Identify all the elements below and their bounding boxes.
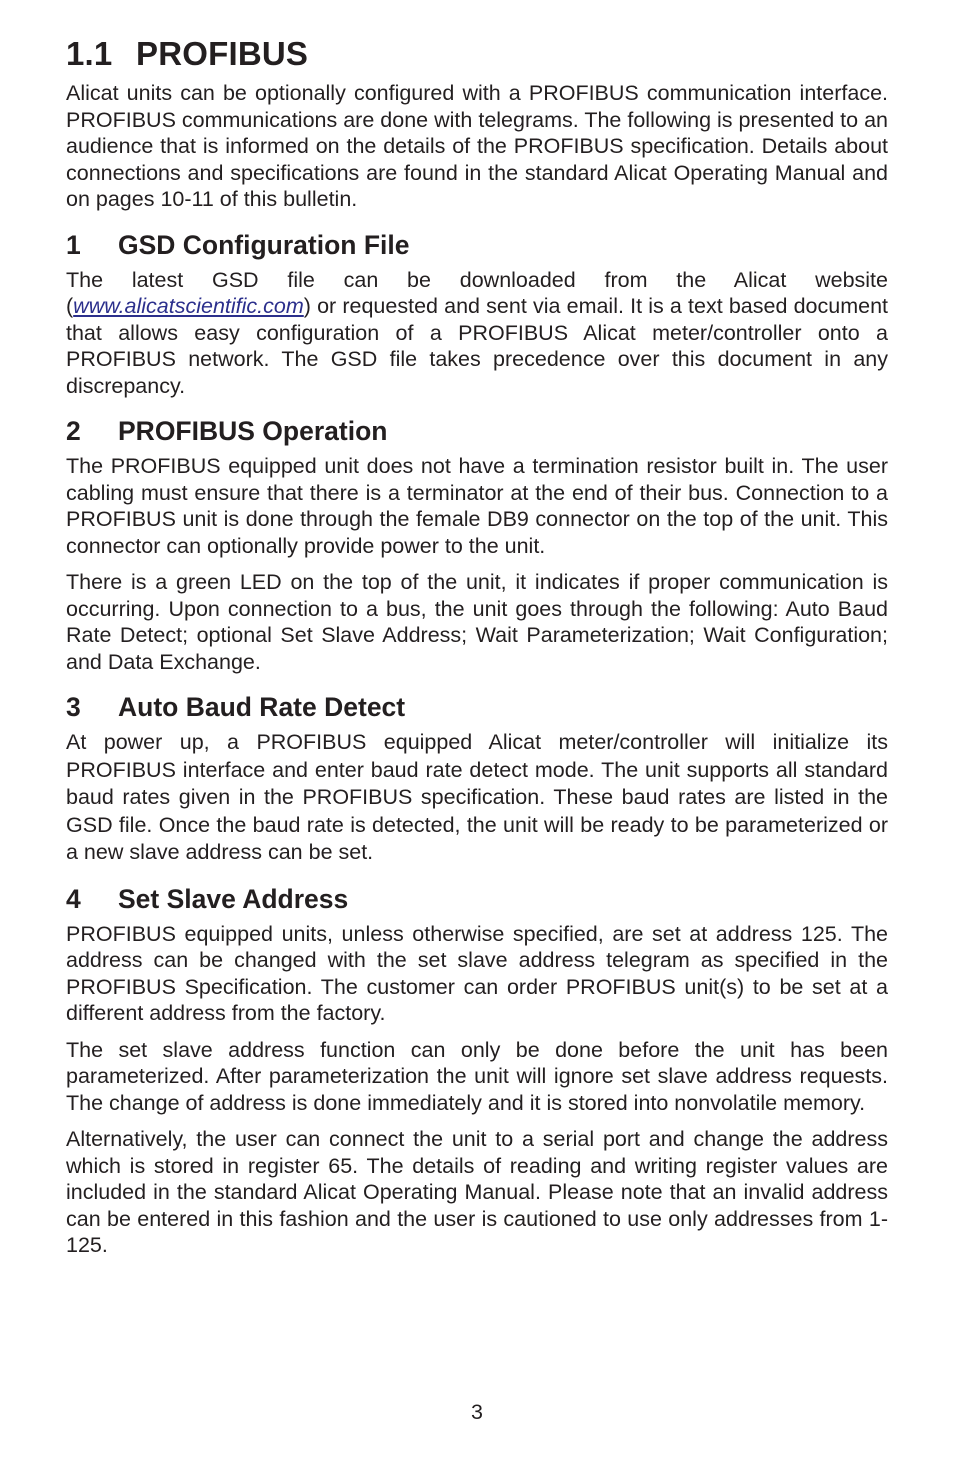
- section-heading-operation: [66, 415, 888, 447]
- section-number: 4: [66, 883, 81, 914]
- section-heading-slave-address: [66, 883, 888, 915]
- section-number: 2: [66, 416, 81, 446]
- slave-address-paragraph-2: The set slave address function can only be done before the unit has been parameterized. After parameterization the unit will ignore set slave address requests. The change of address is done immediately and it is stored into nonvolatile memory.: [66, 1037, 888, 1115]
- page-number: 3: [471, 1400, 483, 1424]
- section-title: PROFIBUS Operation: [118, 416, 388, 446]
- main-heading-number: 1.1: [66, 35, 113, 72]
- alicat-website-link[interactable]: www.alicatscientific.com: [73, 294, 304, 318]
- section-number: 3: [66, 692, 81, 722]
- operation-paragraph-2: There is a green LED on the top of the unit, it indicates if proper communication is occurring. Upon connection to a bus, the unit goes through the following: Auto Baud Rate Detect; optional Set Slave Address; Wait Parameterization; Wait Configuration; and Data Exchange.: [66, 570, 888, 674]
- section-heading-gsd: [66, 229, 888, 261]
- gsd-paragraph: [66, 267, 888, 400]
- main-heading-title: PROFIBUS: [136, 35, 309, 72]
- intro-paragraph: Alicat units can be optionally configured with a PROFIBUS communication interface. PROFIBUS communications are done with telegrams. The following is presented to an audience that is informed on the details of the PROFIBUS specification. Details about connections and specifications are found in the standard Alicat Operating Manual and on pages 10-11 of this bulletin.: [66, 81, 888, 211]
- slave-address-paragraph-1: PROFIBUS equipped units, unless otherwise specified, are set at address 125. The address can be changed with the set slave address telegram as specified in the PROFIBUS Specification. The customer can order PROFIBUS unit(s) to be set at a different address from the factory.: [66, 921, 888, 1025]
- slave-address-paragraph-3: Alternatively, the user can connect the unit to a serial port and change the address which is stored in register 65. The details of reading and writing register values are included in the standard Alicat Operating Manual. Please note that an invalid address can be entered in this fashion and the user is cautioned to use only addresses from 1-125.: [66, 1127, 888, 1257]
- section-heading-auto-baud: [66, 691, 888, 723]
- gsd-text-before-link: The latest GSD file can be downloaded from the Alicat website (: [66, 267, 888, 318]
- section-title: GSD Configuration File: [118, 229, 410, 260]
- auto-baud-paragraph: At power up, a PROFIBUS equipped Alicat meter/controller will initialize its PROFIBUS interface and enter baud rate detect mode. The unit supports all standard baud rates given in the PROFIBUS specification. These baud rates are listed in the GSD file. Once the baud rate is detected, the unit will be ready to be parameterized or a new slave address can be set.: [66, 730, 888, 864]
- gsd-text-after-link: ) or requested and sent via email. It is a text based document that allows easy configuration of a PROFIBUS Alicat meter/controller onto a PROFIBUS network. The GSD file takes precedence over this document in any discrepancy.: [66, 294, 888, 398]
- section-title: Set Slave Address: [118, 883, 349, 914]
- main-heading: [66, 34, 888, 74]
- section-number: 1: [66, 229, 81, 260]
- section-title: Auto Baud Rate Detect: [118, 692, 406, 722]
- document-page: [66, 34, 888, 1269]
- operation-paragraph-1: The PROFIBUS equipped unit does not have a termination resistor built in. The user cabling must ensure that there is a terminator at the end of their bus. Connection to a PROFIBUS unit is done through the female DB9 connector on the top of the unit. This connector can optionally provide power to the unit.: [66, 454, 888, 558]
